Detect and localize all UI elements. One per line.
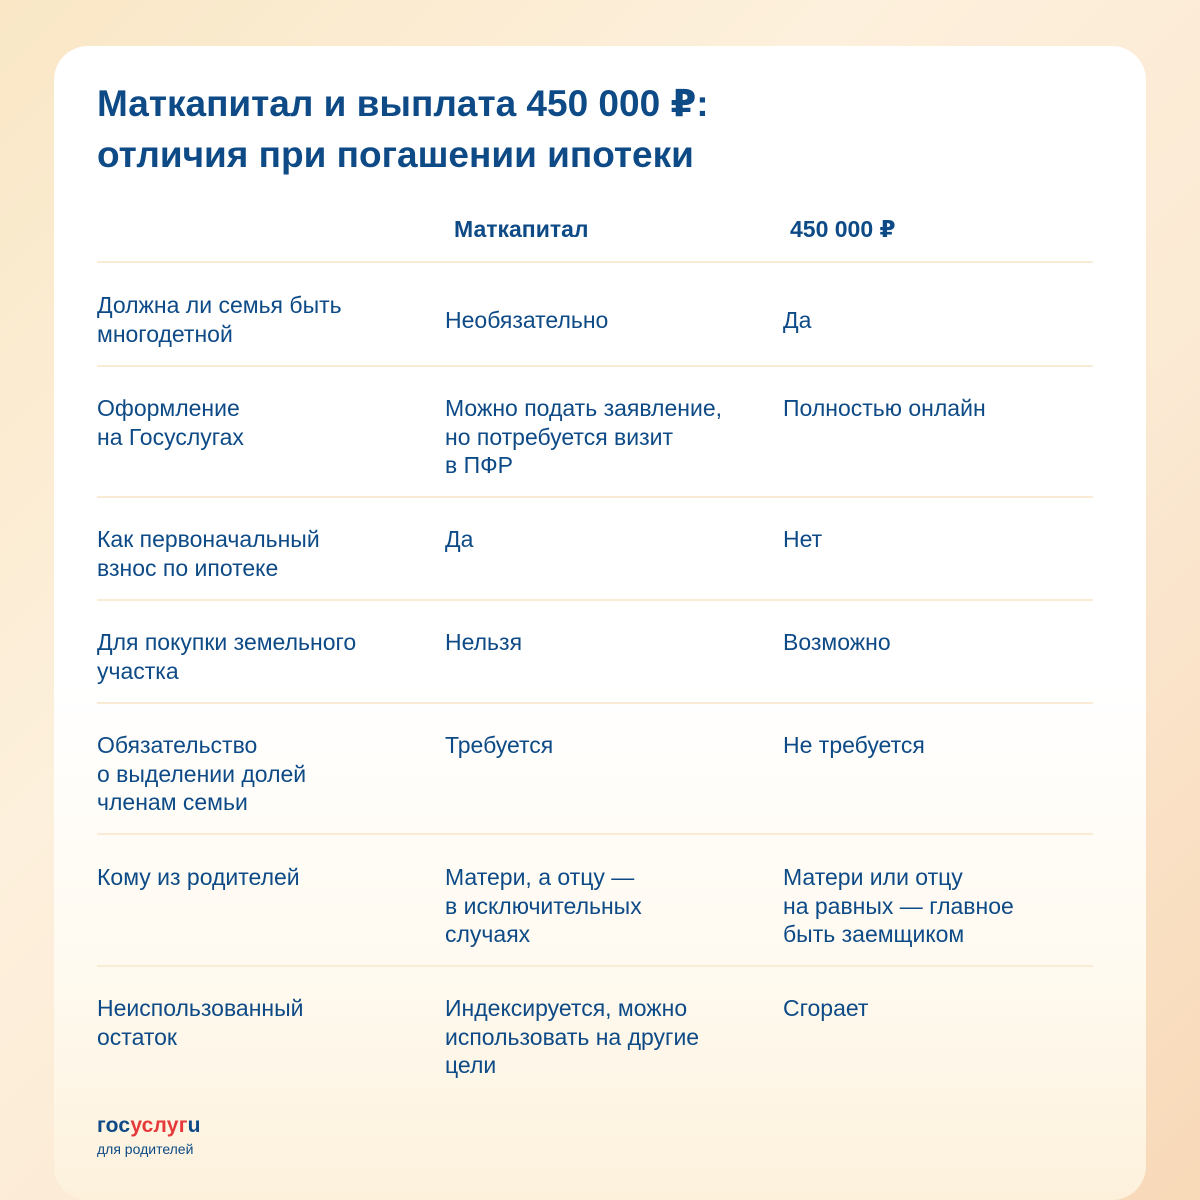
- row-2-matcapital: Можно подать заявление, но потребуется визит в ПФР: [445, 395, 722, 478]
- row-1-matcapital: Необязательно: [445, 307, 609, 333]
- row-divider: [97, 496, 1093, 498]
- row-divider: [97, 702, 1093, 704]
- title-line-2: отличия при погашении ипотеки: [97, 134, 694, 175]
- row-7-matcapital: Индексируется, можно использовать на другие цели: [445, 995, 700, 1078]
- title-line-1: Маткапитал и выплата 450 000 ₽:: [97, 83, 709, 124]
- header-divider: [97, 261, 1093, 263]
- row-divider: [97, 965, 1093, 967]
- row-6-question: Кому из родителей: [97, 864, 300, 890]
- logo-part-uslug: услуг: [130, 1114, 188, 1137]
- row-7-question: Неиспользованный остаток: [97, 995, 304, 1050]
- row-1-payment: Да: [783, 307, 812, 333]
- row-2-question: Оформление на Госуслугах: [97, 395, 244, 450]
- row-5-matcapital: Требуется: [445, 732, 554, 758]
- row-6-matcapital: Матери, а отцу — в исключительных случаях: [445, 864, 642, 947]
- row-3-matcapital: Да: [445, 526, 474, 552]
- row-divider: [97, 365, 1093, 367]
- page-title: [97, 78, 709, 180]
- gosuslugi-logo: [97, 1114, 201, 1158]
- row-2-payment: Полностью онлайн: [783, 395, 986, 421]
- row-divider: [97, 833, 1093, 835]
- row-1-question: Должна ли семья быть многодетной: [97, 292, 342, 347]
- logo-part-u: u: [187, 1114, 201, 1137]
- row-5-question: Обязательство о выделении долей членам семьи: [97, 732, 307, 815]
- logo-part-gos: гос: [97, 1114, 131, 1137]
- row-7-payment: Сгорает: [783, 995, 869, 1021]
- row-6-payment: Матери или отцу на равных — главное быть заемщиком: [783, 864, 1014, 947]
- column-header-matcapital: Маткапитал: [454, 216, 589, 242]
- row-3-payment: Нет: [783, 526, 823, 552]
- row-3-question: Как первоначальный взнос по ипотеке: [97, 526, 320, 581]
- row-divider: [97, 599, 1093, 601]
- row-5-payment: Не требуется: [783, 732, 925, 758]
- row-4-payment: Возможно: [783, 629, 891, 655]
- row-4-question: Для покупки земельного участка: [97, 629, 357, 684]
- logo-subtitle: для родителей: [97, 1141, 194, 1157]
- column-header-payment: 450 000 ₽: [790, 216, 896, 242]
- logo-wordmark: [97, 1114, 201, 1138]
- row-4-matcapital: Нельзя: [445, 629, 523, 655]
